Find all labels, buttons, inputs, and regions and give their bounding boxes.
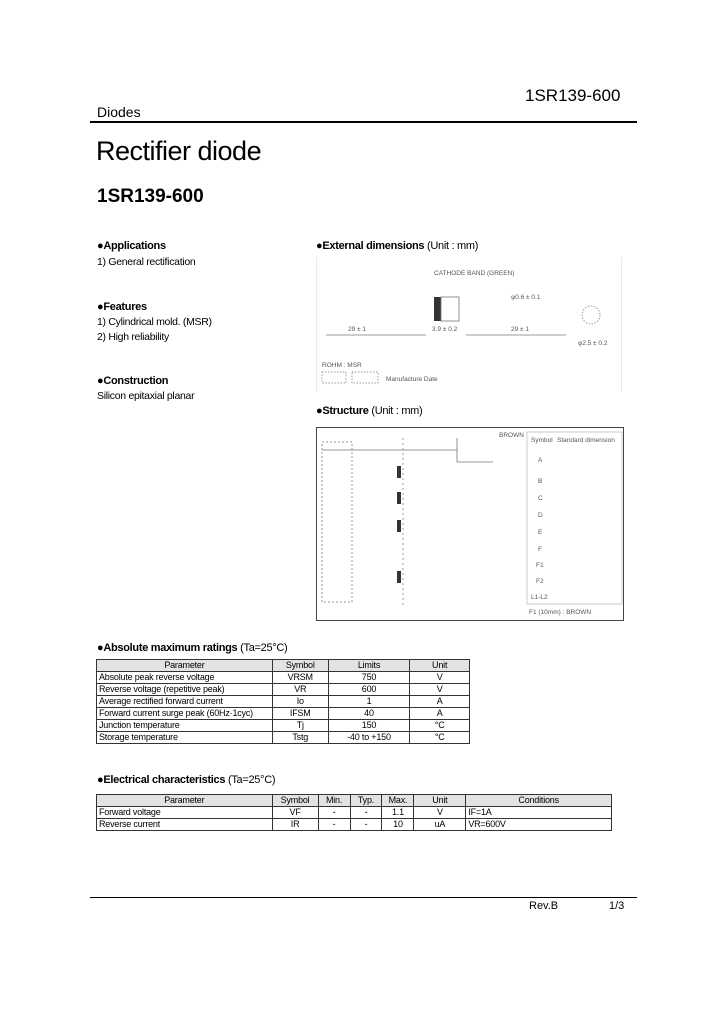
electrical-col-unit: Unit [414, 795, 466, 807]
header-rule [90, 121, 637, 123]
ratings-symbol: IFSM [272, 708, 328, 720]
header-part-number: 1SR139-600 [525, 86, 621, 105]
electrical-unit: uA [414, 819, 466, 831]
manufacture-date-label: Manufacture Date [386, 376, 438, 383]
structure-col-symbol: Symbol [531, 437, 553, 444]
ratings-symbol: VRSM [272, 672, 328, 684]
table-row [97, 720, 470, 732]
electrical-col-symbol: Symbol [272, 795, 318, 807]
ratings-unit: A [410, 708, 470, 720]
external-dimensions-drawing [316, 257, 622, 392]
structure-drawing [316, 427, 624, 621]
structure-brown-label: BROWN [499, 432, 524, 439]
cathode-band [434, 297, 441, 321]
ratings-col-symbol: Symbol [272, 660, 328, 672]
electrical-conditions: VR=600V [466, 819, 612, 831]
structure-heading: ●Structure (Unit : mm) [316, 405, 423, 417]
electrical-min: - [318, 807, 350, 819]
electrical-col-conditions: Conditions [466, 795, 612, 807]
electrical-table [96, 794, 612, 831]
footer-rule [90, 897, 637, 898]
electrical-typ: - [350, 807, 382, 819]
category-label: Diodes [97, 104, 141, 120]
ratings-limit: 150 [328, 720, 410, 732]
electrical-heading: ●Electrical characteristics (Ta=25°C) [97, 774, 276, 786]
ratings-symbol: Tstg [272, 732, 328, 744]
structure-symbol-f2: F2 [536, 578, 544, 585]
page-number: 1/3 [609, 900, 625, 912]
structure-symbol-e: E [538, 529, 543, 536]
electrical-unit: V [414, 807, 466, 819]
cathode-band-label: CATHODE BAND (GREEN) [434, 270, 515, 277]
electrical-col-parameter: Parameter [97, 795, 273, 807]
electrical-typ: - [350, 819, 382, 831]
construction-heading: ●Construction [97, 375, 169, 387]
structure-symbol-l1-l2: L1-L2 [531, 594, 548, 601]
dim-right-label: 29 ± 1 [511, 326, 530, 333]
dim-diameter-label: φ2.5 ± 0.2 [578, 340, 608, 347]
structure-symbol-b: B [538, 478, 543, 485]
ratings-col-parameter: Parameter [97, 660, 273, 672]
ratings-symbol: Io [272, 696, 328, 708]
features-heading: ●Features [97, 301, 147, 313]
ratings-heading: ●Absolute maximum ratings (Ta=25°C) [97, 642, 288, 654]
construction-text: Silicon epitaxial planar [97, 390, 195, 402]
features-item-2: 2) High reliability [97, 331, 169, 343]
ratings-limit: 40 [328, 708, 410, 720]
electrical-col-min: Min. [318, 795, 350, 807]
ratings-param: Junction temperature [97, 720, 273, 732]
electrical-symbol: IR [272, 819, 318, 831]
diode-body [441, 297, 459, 321]
ratings-symbol: Tj [272, 720, 328, 732]
electrical-col-max: Max. [382, 795, 414, 807]
structure-symbol-d: D [538, 512, 543, 519]
structure-symbol-f: F [538, 546, 542, 553]
ratings-param: Forward current surge peak (60Hz·1cyc) [97, 708, 273, 720]
electrical-symbol: VF [272, 807, 318, 819]
ratings-col-unit: Unit [410, 660, 470, 672]
applications-heading: ●Applications [97, 240, 166, 252]
revision-label: Rev.B [529, 900, 559, 912]
ratings-unit: V [410, 672, 470, 684]
structure-footnote: F1 (10mm) : BROWN [529, 609, 592, 616]
ratings-symbol: VR [272, 684, 328, 696]
electrical-min: - [318, 819, 350, 831]
features-item-1: 1) Cylindrical mold. (MSR) [97, 316, 212, 328]
electrical-param: Forward voltage [97, 807, 273, 819]
electrical-max: 1.1 [382, 807, 414, 819]
ratings-param: Storage temperature [97, 732, 273, 744]
electrical-max: 10 [382, 819, 414, 831]
ratings-param: Reverse voltage (repetitive peak) [97, 684, 273, 696]
table-row [97, 696, 470, 708]
ratings-limit: 750 [328, 672, 410, 684]
rohm-label: ROHM : MSR [322, 362, 362, 369]
ratings-unit: °C [410, 732, 470, 744]
table-row [97, 708, 470, 720]
dim-body-label: 3.9 ± 0.2 [432, 326, 458, 333]
ratings-param: Absolute peak reverse voltage [97, 672, 273, 684]
ratings-unit: V [410, 684, 470, 696]
ratings-limit: 600 [328, 684, 410, 696]
electrical-param: Reverse current [97, 819, 273, 831]
ratings-col-limits: Limits [328, 660, 410, 672]
structure-symbol-c: C [538, 495, 543, 502]
table-row [97, 672, 470, 684]
structure-col-dimension: Standard dimension [557, 437, 615, 444]
ratings-limit: -40 to +150 [328, 732, 410, 744]
table-row [97, 819, 612, 831]
electrical-conditions: IF=1A [466, 807, 612, 819]
table-row [97, 684, 470, 696]
table-row [97, 807, 612, 819]
structure-symbol-a: A [538, 457, 543, 464]
dim-lead-label: φ0.6 ± 0.1 [511, 294, 541, 301]
page-title: Rectifier diode [96, 136, 262, 166]
ratings-param: Average rectified forward current [97, 696, 273, 708]
structure-symbol-f1: F1 [536, 562, 544, 569]
dim-left-label: 29 ± 1 [348, 326, 367, 333]
part-number-heading: 1SR139-600 [97, 186, 204, 207]
ratings-unit: A [410, 696, 470, 708]
external-dimensions-heading: ●External dimensions (Unit : mm) [316, 240, 479, 252]
electrical-col-typ: Typ. [350, 795, 382, 807]
applications-item: 1) General rectification [97, 256, 196, 268]
ratings-table [96, 659, 470, 744]
ratings-unit: °C [410, 720, 470, 732]
ratings-limit: 1 [328, 696, 410, 708]
table-row [97, 732, 470, 744]
